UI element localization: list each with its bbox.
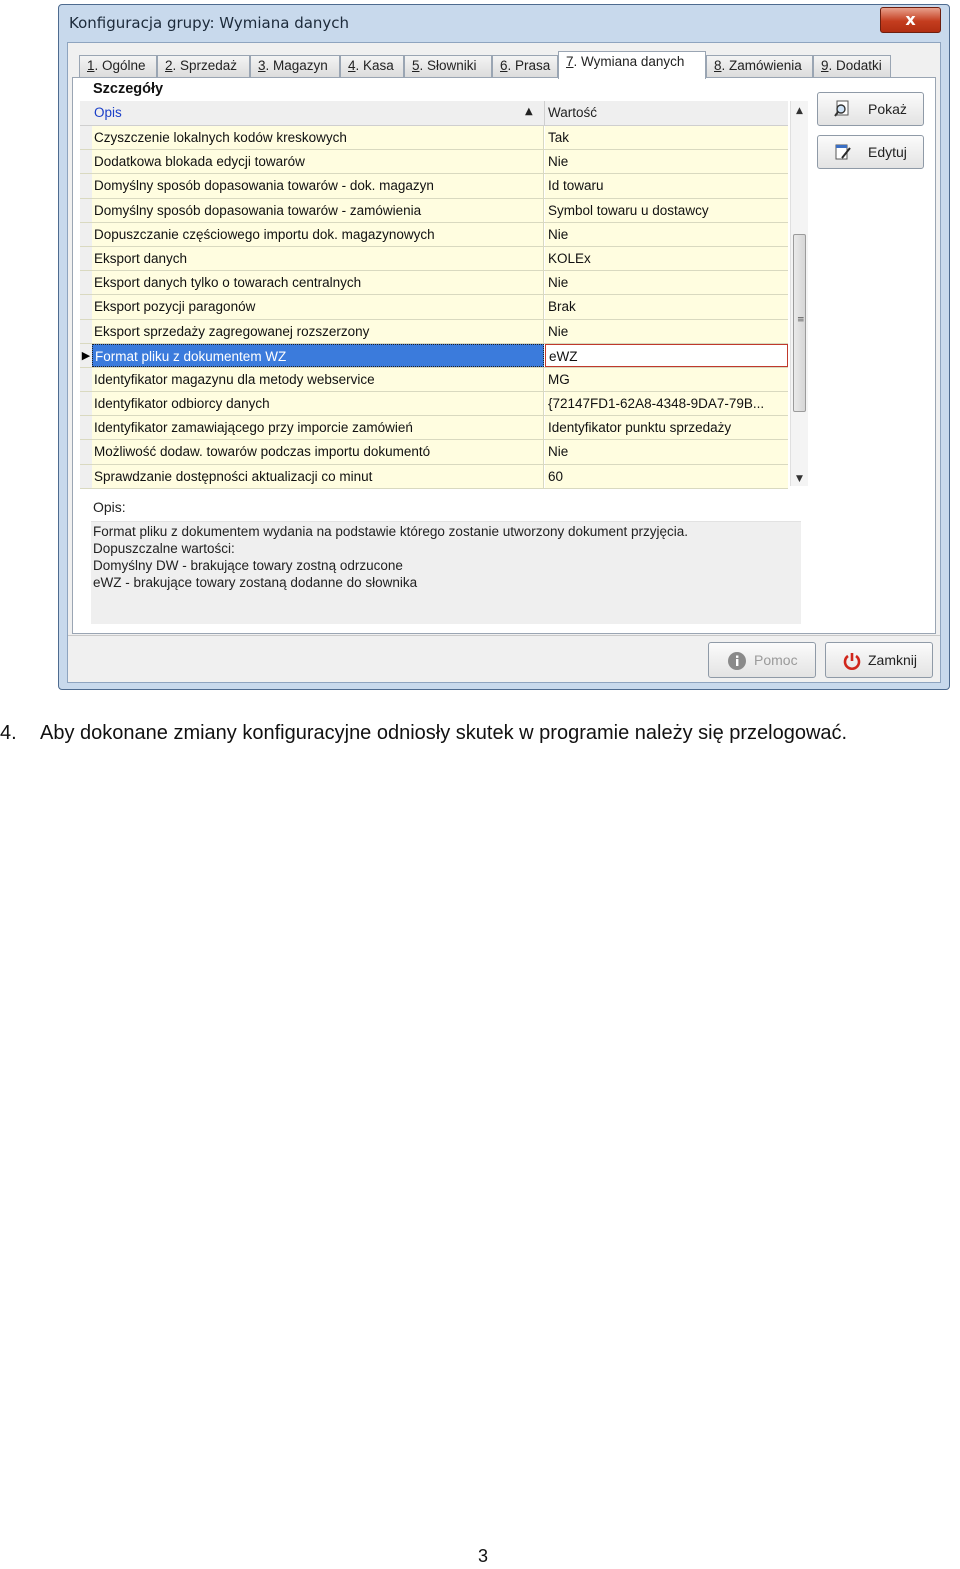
window-title: Konfiguracja grupy: Wymiana danych	[69, 14, 350, 32]
tab-sprzedaz[interactable]	[157, 55, 250, 77]
current-row-arrow-icon: ▶	[80, 344, 92, 367]
tab-key: 9	[821, 58, 829, 73]
info-icon	[727, 651, 747, 671]
row-indicator	[80, 295, 92, 318]
row-indicator	[80, 174, 92, 197]
show-button-label: Pokaż	[868, 101, 907, 117]
tab-label: . Ogólne	[94, 58, 146, 73]
scroll-up-icon[interactable]: ▲	[796, 106, 803, 116]
row-indicator	[80, 368, 92, 391]
settings-grid	[80, 101, 805, 486]
tab-page-wymiana-danych	[72, 77, 936, 634]
column-separator[interactable]	[544, 101, 545, 125]
tab-label: . Sprzedaż	[172, 58, 238, 73]
tab-magazyn[interactable]	[250, 55, 340, 77]
row-indicator	[80, 150, 92, 173]
table-row[interactable]	[80, 150, 788, 174]
row-indicator	[80, 199, 92, 222]
description-box	[91, 521, 801, 624]
cell-wartosc[interactable]: Brak	[545, 295, 788, 318]
grip-icon: ≡	[797, 315, 805, 325]
cell-wartosc[interactable]: Nie	[545, 271, 788, 294]
cell-opis[interactable]: Eksport sprzedaży zagregowanej rozszerzony	[92, 320, 544, 343]
tab-dodatki[interactable]	[813, 55, 891, 77]
row-indicator	[80, 320, 92, 343]
cell-opis[interactable]: Identyfikator magazynu dla metody webservice	[92, 368, 544, 391]
cell-opis[interactable]: Dopuszczanie częściowego importu dok. magazynowych	[92, 223, 544, 246]
cell-wartosc[interactable]: Symbol towaru u dostawcy	[545, 199, 788, 222]
cell-opis[interactable]: Identyfikator odbiorcy danych	[92, 392, 544, 415]
column-header-wartosc[interactable]: Wartość	[548, 105, 598, 120]
tab-kasa[interactable]	[340, 55, 404, 77]
edit-button[interactable]	[817, 135, 924, 169]
table-row[interactable]	[80, 223, 788, 247]
table-row[interactable]	[80, 320, 788, 344]
cell-opis[interactable]: Identyfikator zamawiającego przy imporcie zamówień	[92, 416, 544, 439]
row-indicator	[80, 126, 92, 149]
cell-wartosc[interactable]: Nie	[545, 320, 788, 343]
cell-opis[interactable]: Czyszczenie lokalnych kodów kreskowych	[92, 126, 544, 149]
table-row[interactable]	[80, 416, 788, 440]
grid-rows	[80, 126, 788, 489]
scroll-down-icon[interactable]: ▼	[796, 474, 803, 484]
cell-wartosc[interactable]: KOLEx	[545, 247, 788, 270]
tab-zamowienia[interactable]	[706, 55, 813, 77]
cell-opis[interactable]: Sprawdzanie dostępności aktualizacji co minut	[92, 465, 544, 488]
table-row[interactable]	[80, 247, 788, 271]
cell-wartosc[interactable]: Nie	[545, 223, 788, 246]
description-line: Format pliku z dokumentem wydania na podstawie którego zostanie utworzony dokument przyjęcia.	[93, 524, 689, 539]
sort-ascending-icon: ▲	[525, 106, 533, 117]
config-window	[58, 4, 950, 690]
table-row[interactable]	[80, 174, 788, 198]
tab-prasa[interactable]	[492, 55, 558, 77]
cell-wartosc[interactable]: Tak	[545, 126, 788, 149]
description-line: Domyślny DW - brakujące towary zostną odrzucone	[93, 558, 403, 573]
tab-label: . Wymiana danych	[573, 54, 685, 69]
cell-opis[interactable]: Eksport danych	[92, 247, 544, 270]
row-indicator	[80, 247, 92, 270]
close-window-button[interactable]: x	[880, 7, 941, 33]
tab-key: 6	[500, 58, 508, 73]
page-number: 3	[478, 1546, 489, 1566]
magnifier-icon	[834, 100, 852, 118]
cell-opis[interactable]: Format pliku z dokumentem WZ	[92, 344, 544, 367]
column-header-opis[interactable]: Opis	[94, 105, 122, 120]
tab-label: . Słowniki	[419, 58, 477, 73]
cell-wartosc[interactable]: Identyfikator punktu sprzedaży	[545, 416, 788, 439]
caption-number: 4.	[0, 722, 17, 744]
description-line: eWZ - brakujące towary zostaną dodanne do słownika	[93, 575, 418, 590]
grid-header	[80, 101, 788, 126]
row-indicator	[80, 271, 92, 294]
tab-key: 1	[87, 58, 95, 73]
table-row[interactable]	[80, 126, 788, 150]
tab-key: 3	[258, 58, 266, 73]
table-row-selected[interactable]	[80, 344, 788, 368]
tab-key: 2	[165, 58, 173, 73]
tab-key: 5	[412, 58, 420, 73]
cell-wartosc[interactable]: Nie	[545, 440, 788, 463]
row-indicator	[80, 440, 92, 463]
footer-separator	[68, 635, 940, 636]
row-indicator	[80, 416, 92, 439]
scrollbar-thumb[interactable]	[793, 234, 806, 412]
group-title: Szczegóły	[93, 81, 164, 97]
cell-wartosc[interactable]: MG	[545, 368, 788, 391]
window-client-area	[67, 42, 941, 683]
cell-opis[interactable]: Eksport danych tylko o towarach centralnych	[92, 271, 544, 294]
tab-key: 4	[348, 58, 356, 73]
tab-key: 8	[714, 58, 722, 73]
tab-label: . Dodatki	[828, 58, 882, 73]
cell-wartosc[interactable]: {72147FD1-62A8-4348-9DA7-79B...	[545, 392, 788, 415]
description-label: Opis:	[93, 499, 126, 515]
table-row[interactable]	[80, 199, 788, 223]
table-row[interactable]	[80, 440, 788, 464]
edit-document-icon	[834, 143, 852, 161]
row-indicator	[80, 465, 92, 488]
description-line: Dopuszczalne wartości:	[93, 541, 235, 556]
cell-opis[interactable]: Domyślny sposób dopasowania towarów - dok. magazyn	[92, 174, 544, 197]
cell-opis[interactable]: Dodatkowa blokada edycji towarów	[92, 150, 544, 173]
close-button[interactable]	[825, 642, 933, 678]
tab-slowniki[interactable]	[404, 55, 492, 77]
cell-opis[interactable]: Możliwość dodaw. towarów podczas importu dokumentó	[92, 440, 544, 463]
table-row[interactable]	[80, 295, 788, 319]
row-indicator	[80, 223, 92, 246]
help-button[interactable]	[708, 642, 816, 678]
show-button[interactable]	[817, 92, 924, 126]
cell-wartosc[interactable]: Nie	[545, 150, 788, 173]
cell-opis[interactable]: Eksport pozycji paragonów	[92, 295, 544, 318]
table-row[interactable]	[80, 465, 788, 489]
cell-wartosc[interactable]: 60	[545, 465, 788, 488]
tab-key: 7	[566, 54, 574, 69]
cell-wartosc[interactable]: Id towaru	[545, 174, 788, 197]
table-row[interactable]	[80, 368, 788, 392]
caption-text: Aby dokonane zmiany konfiguracyjne odniosły skutek w programie należy się przelogować.	[40, 722, 848, 744]
tab-label: . Prasa	[507, 58, 551, 73]
cell-opis[interactable]: Domyślny sposób dopasowania towarów - zamówienia	[92, 199, 544, 222]
power-icon	[842, 651, 862, 671]
grid-scrollbar[interactable]	[790, 101, 808, 486]
tab-ogolne[interactable]	[79, 55, 157, 77]
table-row[interactable]	[80, 392, 788, 416]
close-button-label: Zamknij	[868, 652, 918, 668]
table-row[interactable]	[80, 271, 788, 295]
cell-wartosc[interactable]: eWZ	[545, 344, 788, 367]
tab-label: . Zamówienia	[721, 58, 802, 73]
tab-label: . Magazyn	[265, 58, 328, 73]
tab-wymiana-danych[interactable]	[558, 51, 706, 79]
row-indicator	[80, 392, 92, 415]
edit-button-label: Edytuj	[868, 144, 907, 160]
help-button-label: Pomoc	[754, 652, 798, 668]
tab-label: . Kasa	[355, 58, 394, 73]
